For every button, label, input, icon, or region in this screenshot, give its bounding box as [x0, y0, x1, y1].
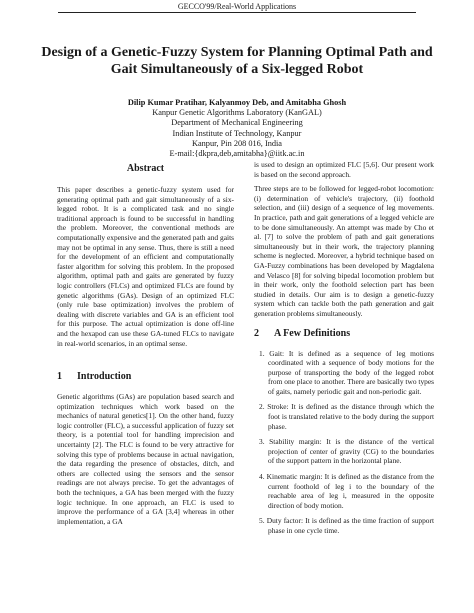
abstract-paragraph: This paper describes a genetic-fuzzy system used for generating optimal path and gait simultaneously of a six-legged robot. It is a complicated task and no single traditional approach is found to be successful in handling the problem. Moreover, the conventional methods are computationally expensive and the generated path and gaits may not be optimal in any sense. Thus, there is still a need for the development of an efficient and computationally faster algorithm for solving this problem. In the proposed algorithm, optimal path and gaits are generated by fuzzy logic controllers (FLCs) and optimized FLCs are found by genetic algorithms (GAs). Design of an optimized FLC (only rule base optimization) involves the problem of dealing with discrete variables and GA is an efficient tool for this purpose. The actual optimization is done off-line and the hexapod can use these GA-tuned FLCs to navigate in real-world scenarios, in an optimal sense.: [57, 185, 234, 348]
definition-item: 1. Gait: It is defined as a sequence of leg motions coordinated with a sequence of body motions for the purpose of transporting the body of the legged robot from one place to another. There are basically two types of gaits, namely periodic gait and non-periodic gait.: [259, 348, 434, 396]
author-email: E-mail:{dkpra,deb,amitabha}@iitk.ac.in: [169, 149, 305, 159]
section-heading-definitions: [254, 327, 434, 340]
intro-paragraph: Genetic algorithms (GAs) are population based search and optimization techniques which work based on the mechanics of natural genetics[1]. On the other hand, fuzzy logic controller (FLC), a successful application of fuzzy set theory, is a potential tool for handling imprecision and uncertainty [2]. The FLC is found to be very attractive for solving this type of problems because in actual navigation, the data regarding the presence of obstacles, ditch, and others are collected using the sensors and the sensor readings are not always precise. To get the advantages of both the techniques, a GA has been merged with the fuzzy logic technique. In one approach, an FLC is used to improve the performance of a GA [3,4] whereas in other implementation, a GA: [57, 392, 234, 526]
section-title: A Few Definitions: [274, 327, 351, 339]
definition-item: 4. Kinematic margin: It is defined as the distance from the current foothold of leg i to the boundary of the reachable area of leg i, measured in the opposite direction of body motion.: [259, 472, 434, 510]
right-column: [254, 160, 434, 542]
affiliation-line: Department of Mechanical Engineering: [171, 118, 303, 128]
title-line-1: Design of a Genetic-Fuzzy System for Planning Optimal Path and: [41, 45, 433, 60]
abstract-heading: Abstract: [126, 163, 165, 174]
definition-item: 2. Stroke: It is defined as the distance through which the foot is translated relative to the body during the support phase.: [259, 402, 434, 431]
running-header: GECCO'99/Real-World Applications: [177, 2, 297, 11]
header-rule: [58, 12, 416, 13]
definition-item: 5. Duty factor: It is defined as the time fraction of support phase in one cycle time.: [259, 516, 434, 535]
section-number: 2: [254, 327, 259, 339]
section-number: 1: [57, 371, 62, 383]
section-heading-introduction: [57, 370, 234, 383]
body-paragraph: is used to design an optimized FLC [5,6]. Our present work is based on the second approach.: [254, 160, 434, 179]
affiliation-line: Kanpur, Pin 208 016, India: [191, 138, 282, 148]
author-names: Dilip Kumar Pratihar, Kalyanmoy Deb, and Amitabha Ghosh: [127, 98, 347, 107]
left-column: [57, 162, 234, 531]
author-block: [60, 98, 414, 159]
abstract-body: [57, 185, 234, 348]
title-line-2: Gait Simultaneously of a Six-legged Robot: [110, 62, 364, 77]
section-title: Introduction: [77, 371, 132, 383]
definition-item: 3. Stability margin: It is the distance of the vertical projection of center of gravity (CG) to the boundaries of the support pattern in the horizontal plane.: [259, 437, 434, 466]
paper-title: [40, 44, 434, 78]
body-paragraph: Three steps are to be followed for legged-robot locomotion: (i) determination of vehicle's trajectory, (ii) foothold selection, and (iii) design of a sequence of leg movements. In practice, path and gait generations of a legged vehicle are to be done simultaneously. An attempt was made by Cho et al. [7] to solve the problem of path and gait generations simultaneously but in their work, the trajectory planning scheme is neglected. Moreover, a hybrid technique based on GA-Fuzzy combinations has been developed by Magdalena and Velasco [8] for solving bipedal locomotion problem but in their work, only the foothold selection part has been studied in details. Our aim is to design a genetic-fuzzy system which can tackle both the path generation and gait generation problems simultaneously.: [254, 184, 434, 318]
affiliation-line: Kanpur Genetic Algorithms Laboratory (KanGAL): [152, 108, 322, 118]
affiliation-line: Indian Institute of Technology, Kanpur: [172, 128, 302, 138]
